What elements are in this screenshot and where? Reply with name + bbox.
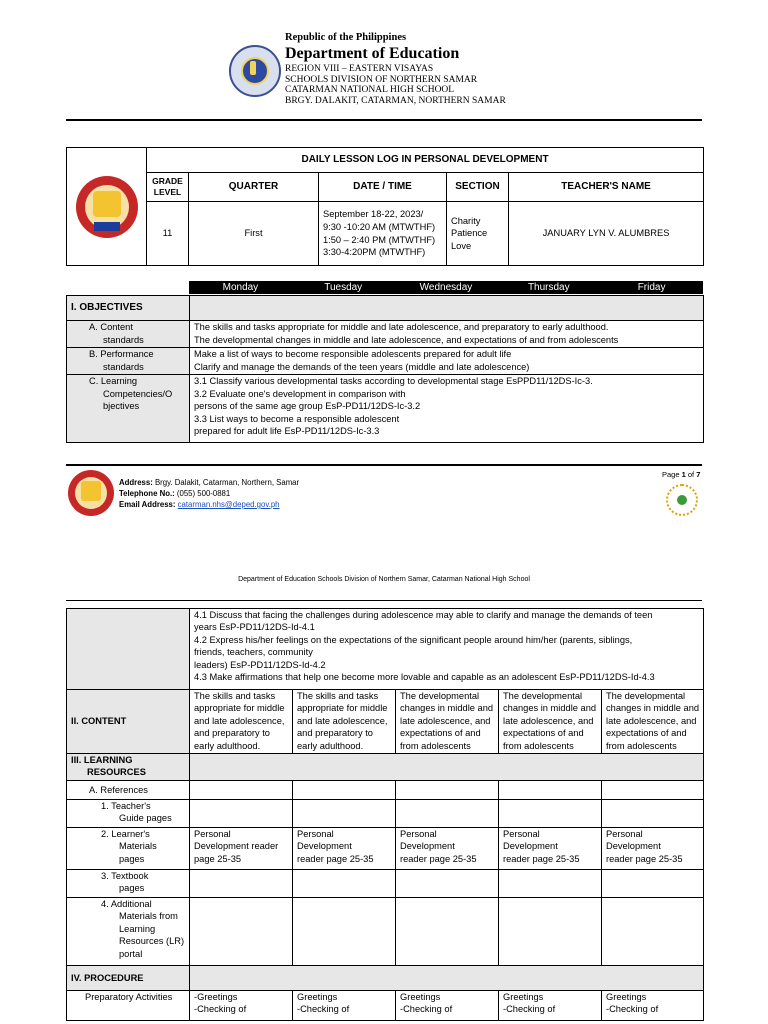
learning-resources-heading: III. LEARNING RESOURCES (67, 754, 190, 781)
date-time-value: September 18-22, 2023/ 9:30 -10:20 AM (MTWTHF) 1:50 – 2:40 PM (MTWTHF) 3:30-4:20PM (MTWTHF) (319, 202, 447, 266)
school-logo-cell (67, 148, 147, 266)
content-cell-monday: The skills and tasks appropriate for middle and late adolescence, and preparatory to early adulthood. (190, 690, 293, 754)
day-wednesday: Wednesday (419, 282, 473, 293)
prep-cell-thursday: Greetings -Checking of (499, 991, 602, 1021)
day-thursday: Thursday (527, 282, 570, 293)
footer-school-logo (68, 470, 114, 516)
letterhead-line: REGION VIII – EASTERN VISAYAS (285, 64, 434, 74)
address-value: Brgy. Dalakit, Catarman, Northern, Samar (154, 478, 300, 487)
teachers-guide-label: 1. Teacher's Guide pages (67, 800, 190, 828)
objectives-table (66, 295, 704, 443)
header-rule (66, 119, 702, 121)
col-teacher: TEACHER'S NAME (509, 173, 704, 202)
performance-standards-label: B. Performance standards (67, 348, 190, 375)
letterhead-line: BRGY. DALAKIT, CATARMAN, NORTHERN SAMAR (285, 95, 506, 106)
lm-cell-thursday: Personal Development reader page 25-35 (499, 828, 602, 870)
republic-line: Republic of the Philippines (285, 32, 407, 43)
school-logo (76, 176, 138, 238)
content-cell-tuesday: The skills and tasks appropriate for middle and late adolescence, and preparatory to early adulthood. (293, 690, 396, 754)
day-monday: Monday (222, 282, 259, 293)
col-section: SECTION (447, 173, 509, 202)
letterhead-line: SCHOOLS DIVISION OF NORTHERN SAMAR (285, 74, 478, 85)
school-badge-icon (666, 484, 698, 516)
learning-competencies-label: C. Learning Competencies/O bjectives (67, 375, 190, 443)
lm-cell-tuesday: Personal Development reader page 25-35 (293, 828, 396, 870)
content-heading: II. CONTENT (67, 690, 190, 754)
content-standards-label: A. Content standards (67, 321, 190, 348)
prep-cell-tuesday: Greetings -Checking of (293, 991, 396, 1021)
email-link[interactable]: catarman.nhs@deped.gov.ph (177, 500, 280, 509)
content-cell-friday: The developmental changes in middle and late adolescence, and expectations of and from adolescents (602, 690, 704, 754)
col-date-time: DATE / TIME (319, 173, 447, 202)
content-cell-wednesday: The developmental changes in middle and late adolescence, and expectations of and from adolescents (396, 690, 499, 754)
col-quarter: QUARTER (189, 173, 319, 202)
phone-value: (055) 500-0881 (176, 489, 231, 498)
grade-level-value: 11 (147, 202, 189, 266)
prep-cell-wednesday: Greetings -Checking of (396, 991, 499, 1021)
letterhead-line: CATARMAN NATIONAL HIGH SCHOOL (285, 85, 455, 95)
lm-cell-monday: Personal Development reader page 25-35 (190, 828, 293, 870)
page2-rule (66, 600, 702, 601)
preparatory-activities-label: Preparatory Activities (67, 991, 190, 1021)
learning-resources-fill (190, 754, 704, 781)
quarter-value: First (189, 202, 319, 266)
page-counter: Page 1 of 7 (662, 470, 701, 479)
department-title: Department of Education (285, 45, 460, 62)
lm-cell-wednesday: Personal Development reader page 25-35 (396, 828, 499, 870)
footer-contact (119, 477, 299, 510)
additional-materials-label: 4. Additional Materials from Learning Resources (LR) portal (67, 898, 190, 966)
prep-cell-friday: Greetings -Checking of (602, 991, 704, 1021)
day-tuesday: Tuesday (324, 282, 363, 293)
references-label: A. References (67, 781, 190, 800)
competencies-cont-text: 4.1 Discuss that facing the challenges during adolescence may able to clarify and manage the demands of teen years EsP-PD11/12DS-Id-4.1 4.2 Express his/her feelings on the expectations of the significant people around him/her (parents, siblings, friends, teachers, community leaders) EsP-PD11/12DS-Id-4.2 4.3 Make affirmations that help one become more lovable and capable as an adolescent EsP-PD11/12DS-Id-4.3 (190, 609, 704, 690)
procedure-fill (190, 966, 704, 991)
textbook-label: 3. Textbook pages (67, 870, 190, 898)
teacher-value: JANUARY LYN V. ALUMBRES (509, 202, 704, 266)
footer-rule (66, 464, 702, 466)
performance-standards-text: Make a list of ways to become responsible adolescents prepared for adult life Clarify and manage the demands of the teen years (middle and late adolescence) (190, 348, 704, 375)
section-value: Charity Patience Love (447, 202, 509, 266)
lesson-log-header-table (66, 147, 704, 266)
objectives-heading-fill (190, 296, 704, 321)
learning-competencies-text: 3.1 Classify various developmental tasks according to developmental stage EsPPD11/12DS-Ic-3. 3.2 Evaluate one's development in comparison with persons of the same age group EsP-PD11/12DS-Ic-3.2 3.3 List ways to become a responsible adolescent prepared for adult life EsP-PD11/12DS-Ic-3.3 (190, 375, 704, 443)
day-friday: Friday (637, 282, 666, 293)
lesson-details-table (66, 608, 704, 1021)
competencies-cont-label (67, 609, 190, 690)
weekday-header (189, 281, 703, 294)
lm-cell-friday: Personal Development reader page 25-35 (602, 828, 704, 870)
procedure-heading: IV. PROCEDURE (67, 966, 190, 991)
deped-seal-logo (229, 45, 281, 97)
phone-label: Telephone No.: (119, 489, 175, 498)
col-grade-level: GRADE LEVEL (147, 173, 189, 202)
content-cell-thursday: The developmental changes in middle and late adolescence, and expectations of and from adolescents (499, 690, 602, 754)
division-line: Department of Education Schools Division of Northern Samar, Catarman National High School (238, 576, 530, 583)
objectives-heading: I. OBJECTIVES (67, 296, 190, 321)
address-label: Address: (119, 478, 153, 487)
log-title: DAILY LESSON LOG IN PERSONAL DEVELOPMENT (147, 148, 704, 173)
email-label: Email Address: (119, 500, 176, 509)
learners-materials-label: 2. Learner's Materials pages (67, 828, 190, 870)
prep-cell-monday: -Greetings -Checking of (190, 991, 293, 1021)
content-standards-text: The skills and tasks appropriate for middle and late adolescence, and preparatory to early adulthood. The developmental changes in middle and late adolescence, and expectations of and from adolescents (190, 321, 704, 348)
